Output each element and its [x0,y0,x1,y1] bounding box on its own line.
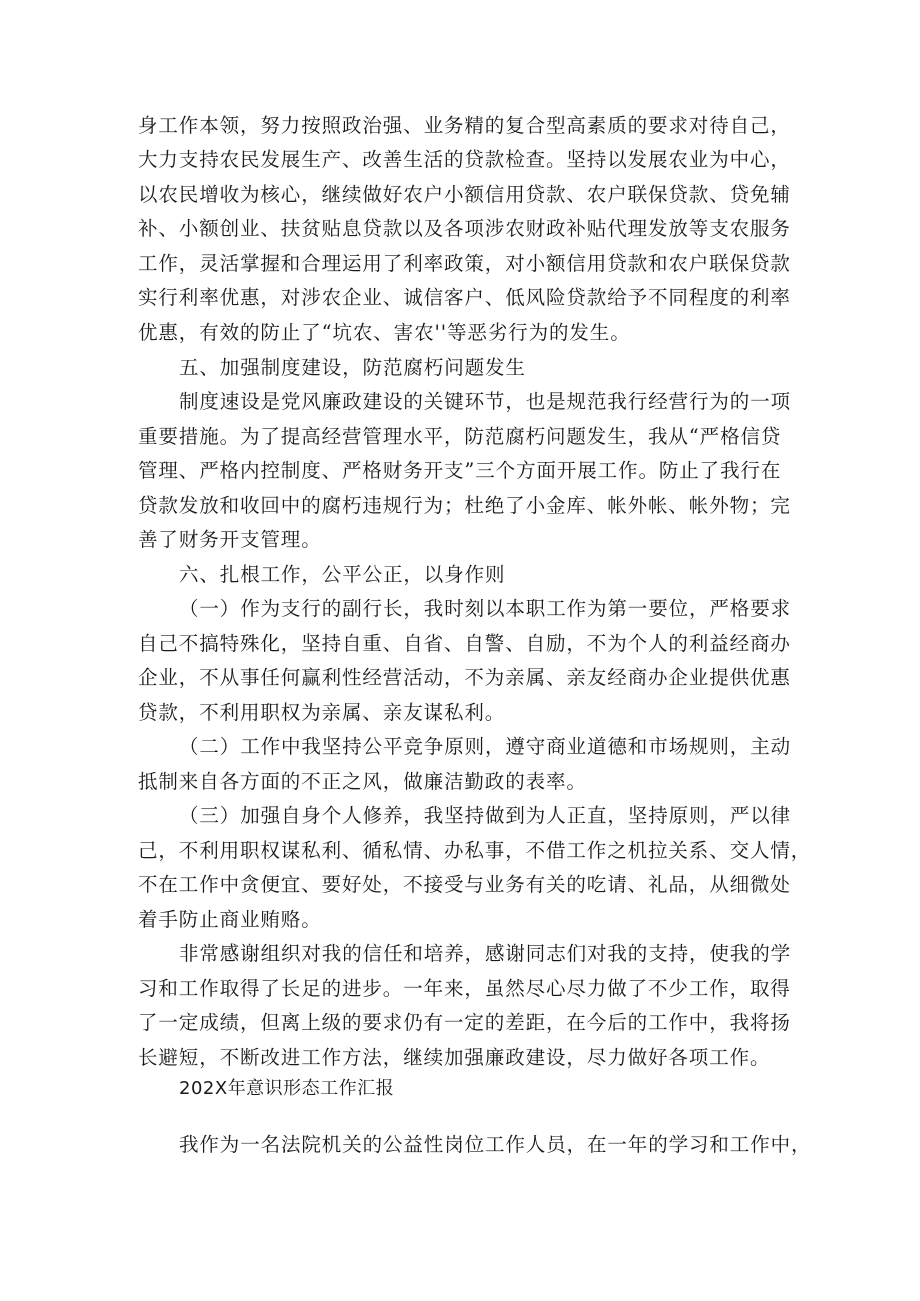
document-title: 202X年意识形态工作汇报 [179,1078,395,1099]
text-line: 身工作本领，努力按照政治强、业务精的复合型高素质的要求对待自己， [138,114,791,137]
text-line: 优惠，有效的防止了“坑农、害农''等恶劣行为的发生。 [138,321,631,344]
text-line: 非常感谢组织对我的信任和培养，感谢同志们对我的支持，使我的学 [179,942,792,965]
text-line: 己，不利用职权谋私利、循私情、办私事，不借工作之机拉关系、交人情， [138,839,812,862]
text-line: （一）作为支行的副行长，我时刻以本职工作为第一要位，严格要求 [179,597,792,620]
text-line: 工作，灵活掌握和合理运用了利率政策，对小额信用贷款和农户联保贷款 [138,252,791,275]
text-line: 补、小额创业、扶贫贴息贷款以及各项涉农财政补贴代理发放等支农服务 [138,217,791,240]
section-heading: 五、加强制度建设，防范腐朽问题发生 [179,356,526,379]
text-line: 以农民增收为核心，继续做好农户小额信用贷款、农户联保贷款、贷免辅 [138,183,791,206]
text-line: 重要措施。为了提高经营管理水平，防范腐朽问题发生，我从“严格信贷 [138,425,782,448]
text-line: 贷款，不利用职权为亲属、亲友谋私利。 [138,701,506,724]
text-line: 长避短，不断改进工作方法，继续加强廉政建设，尽力做好各项工作。 [138,1046,771,1069]
text-line: 贷款发放和收回中的腐朽违规行为；杜绝了小金库、帐外帐、帐外物；完 [138,494,791,517]
text-line: 管理、严格内控制度、严格财务开支”三个方面开展工作。防止了我行在 [138,459,782,482]
text-line: （三）加强自身个人修养，我坚持做到为人正直，坚持原则，严以律 [179,804,792,827]
text-line: 企业，不从事任何赢利性经营活动，不为亲属、亲友经商办企业提供优惠 [138,666,791,689]
text-line: 了一定成绩，但离上级的要求仍有一定的差距，在今后的工作中，我将扬 [138,1011,791,1034]
text-line: 抵制来自各方面的不正之风，做廉洁勤政的表率。 [138,770,587,793]
text-line: 自己不搞特殊化，坚持自重、自省、自警、自励，不为个人的利益经商办 [138,632,791,655]
text-line: 实行利率优惠，对涉农企业、诚信客户、低风险贷款给予不同程度的利率 [138,286,791,309]
text-line: 制度速设是党风廉政建设的关键环节，也是规范我行经营行为的一项 [179,390,792,413]
text-line: 着手防止商业贿赂。 [138,908,322,931]
text-line: 习和工作取得了长足的进步。一年来，虽然尽心尽力做了不少工作，取得 [138,977,791,1000]
text-line: 不在工作中贪便宜、要好处，不接受与业务有关的吃请、礼品，从细微处 [138,873,791,896]
text-line: 大力支持农民发展生产、改善生活的贷款检查。坚持以发展农业为中心， [138,148,791,171]
text-line: （二）工作中我坚持公平竞争原则，遵守商业道德和市场规则，主动 [179,735,792,758]
text-line: 善了财务开支管理。 [138,528,322,551]
text-line: 我作为一名法院机关的公益性岗位工作人员，在一年的学习和工作中， [179,1133,812,1156]
section-heading: 六、扎根工作，公平公正，以身作则 [179,563,506,586]
